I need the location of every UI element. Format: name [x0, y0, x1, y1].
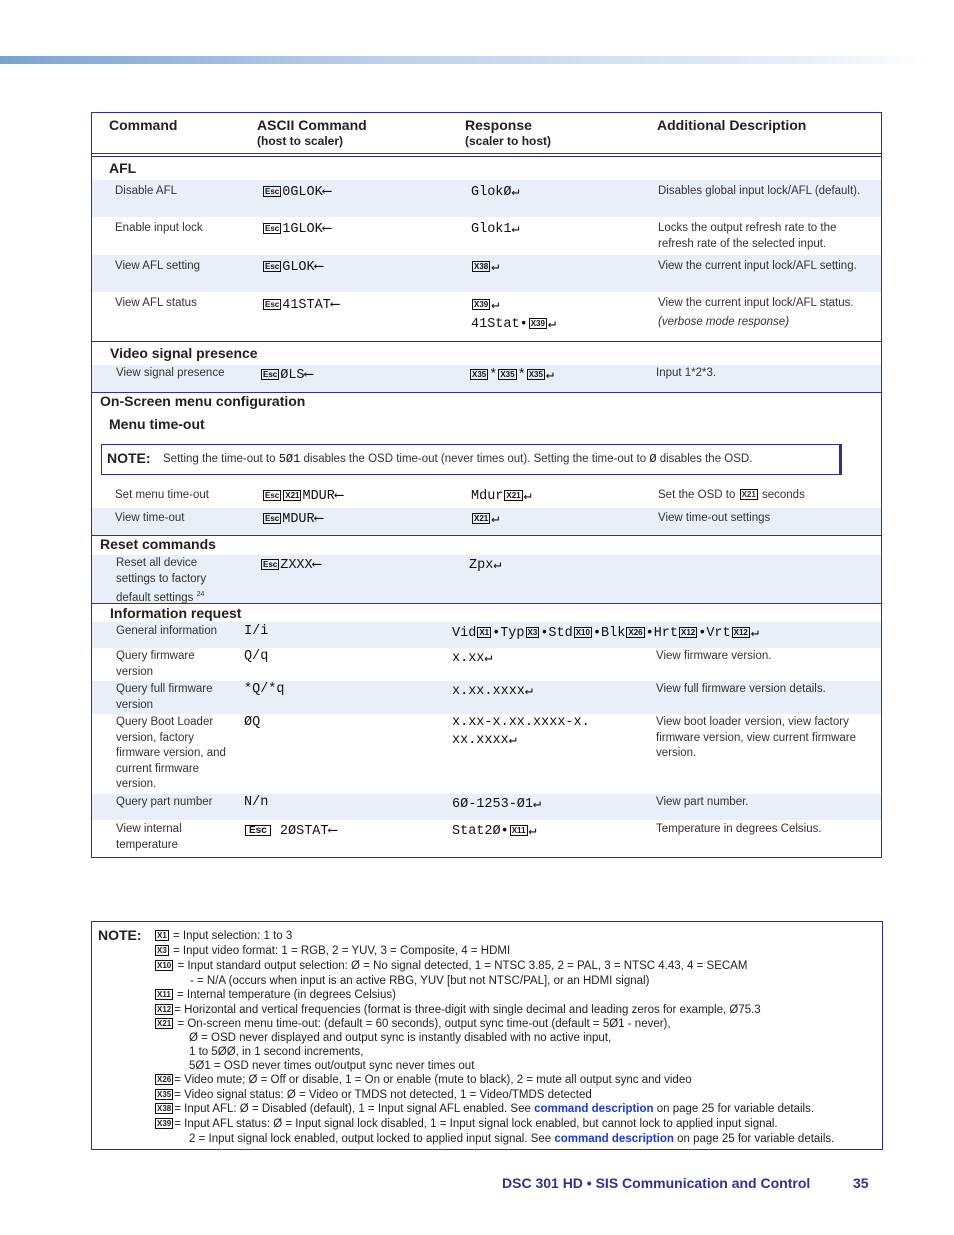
- afl-disable-command: Disable AFL: [115, 185, 178, 197]
- info-fullfw-response: x.xx.xxxx↵: [452, 684, 534, 699]
- note-x21-never: 5Ø1 = OSD never times out/output sync never times out: [189, 1060, 475, 1072]
- col-header-command: Command: [109, 117, 178, 133]
- header-divider: [91, 156, 882, 157]
- section-title-info: Information request: [110, 605, 242, 621]
- info-fw-ascii: Q/q: [244, 649, 269, 664]
- subsection-title-menu-timeout: Menu time-out: [109, 416, 205, 432]
- note-x10: X10 = Input standard output selection: Ø = No signal detected, 1 = NTSC 3.85, 2 = PAL, 3 = NTSC 4.43, 4 = SECAM: [157, 960, 748, 972]
- note-x38: X38 = Input AFL: Ø = Disabled (default), 1 = Input signal AFL enabled. See command description on page 25 for variable details.: [157, 1103, 815, 1115]
- command-description-link[interactable]: command description: [534, 1103, 654, 1115]
- osd-view-command: View time-out: [115, 512, 185, 524]
- note-text: Setting the time-out to 5Ø1 disables the OSD time-out (never times out). Setting the time-out to Ø disables the OSD.: [163, 452, 753, 466]
- col-header-response: Response: [465, 117, 532, 133]
- video-desc: Input 1*2*3.: [656, 367, 717, 379]
- col-subheader-ascii: (host to scaler): [257, 134, 344, 148]
- osd-view-desc: View time-out settings: [658, 512, 771, 524]
- osd-view-response: X21 ↵: [474, 512, 500, 527]
- afl-view-status-verbose-response: 41Stat• X39 ↵: [471, 317, 557, 332]
- info-boot-command: Query Boot Loader version, factory firmware version, and current firmware version.: [116, 716, 226, 790]
- info-temp-command: View internal temperature: [116, 823, 182, 851]
- afl-disable-desc: Disables global input lock/AFL (default).: [658, 185, 861, 197]
- section-divider: [91, 341, 882, 342]
- header-divider: [91, 153, 882, 154]
- note-x3: X3 = Input video format: 1 = RGB, 2 = YUV, 3 = Composite, 4 = HDMI: [157, 945, 511, 957]
- info-part-desc: View part number.: [656, 796, 749, 808]
- info-fw-response: x.xx↵: [452, 651, 493, 666]
- info-temp-response: Stat2Ø• X11 ↵: [452, 824, 537, 839]
- afl-enable-desc: Locks the output refresh rate to the refresh rate of the selected input.: [658, 222, 837, 250]
- note-x21-zero: Ø = OSD never displayed and output sync is instantly disabled with no active input,: [189, 1032, 612, 1044]
- info-temp-ascii: Esc 2ØSTAT⟵: [244, 822, 337, 839]
- footer-title: DSC 301 HD • SIS Communication and Control: [502, 1175, 811, 1191]
- osd-set-response: Mdur X21 ↵: [471, 489, 532, 504]
- note-x39: X39 = Input AFL status: Ø = Input signal lock disabled, 1 = Input signal lock enabled, but cannot lock to applied input signal.: [157, 1118, 778, 1130]
- page-number: 35: [853, 1175, 869, 1191]
- command-description-link[interactable]: command description: [554, 1133, 674, 1145]
- note-x12: X12 = Horizontal and vertical frequencies (format is three-digit with single decimal and leading zeros for example, Ø75.3: [157, 1004, 761, 1016]
- info-fw-desc: View firmware version.: [656, 650, 772, 662]
- header-gradient-bar: [0, 56, 930, 64]
- col-header-description: Additional Description: [657, 117, 807, 133]
- video-ascii: Esc ØLS⟵: [263, 368, 313, 383]
- note-x21-range: 1 to 5ØØ, in 1 second increments,: [189, 1046, 364, 1058]
- info-boot-ascii: ØQ: [244, 715, 261, 730]
- afl-view-status-desc: View the current input lock/AFL status.: [658, 297, 854, 309]
- info-fullfw-desc: View full firmware version details.: [656, 683, 826, 695]
- osd-set-desc: Set the OSD to X21 seconds: [658, 489, 805, 501]
- info-fullfw-ascii: *Q/*q: [244, 682, 285, 697]
- col-subheader-response: (scaler to host): [465, 134, 552, 148]
- note-x1: X1 = Input selection: 1 to 3: [157, 930, 293, 942]
- osd-set-command: Set menu time-out: [115, 489, 209, 501]
- note-x11: X11 = Internal temperature (in degrees Celsius): [157, 989, 396, 1001]
- info-boot-response: x.xx-x.xx.xxxx-x.: [452, 715, 590, 730]
- afl-view-setting-ascii: Esc GLOK⟵: [265, 260, 323, 275]
- afl-disable-ascii: Esc 0GLOK⟵: [265, 185, 331, 200]
- info-general-ascii: I/i: [244, 624, 269, 639]
- osd-view-ascii: Esc MDUR⟵: [265, 512, 323, 527]
- osd-set-ascii: Esc X21 MDUR⟵: [265, 489, 344, 504]
- reset-response: Zpx↵: [469, 558, 502, 573]
- info-part-ascii: N/n: [244, 795, 269, 810]
- afl-enable-ascii: Esc 1GLOK⟵: [265, 222, 331, 237]
- info-boot-desc: View boot loader version, view factory firmware version, view current firmware version.: [656, 716, 857, 759]
- afl-view-status-ascii: Esc 41STAT⟵: [265, 298, 339, 313]
- afl-view-setting-desc: View the current input lock/AFL setting.: [658, 260, 857, 272]
- col-header-ascii: ASCII Command: [257, 117, 367, 133]
- info-part-command: Query part number: [116, 796, 213, 808]
- afl-view-status-command: View AFL status: [115, 297, 197, 309]
- note-x39-cont: 2 = Input signal lock enabled, output locked to applied input signal. See command description on page 25 for variable details.: [189, 1133, 835, 1145]
- afl-disable-response: GlokØ↵: [471, 185, 520, 200]
- info-general-response: Vid X1 •Typ X3 •Std X10 •Blk X26 •Hrt X12 •Vrt X12 ↵: [452, 626, 760, 641]
- section-title-video: Video signal presence: [110, 345, 258, 361]
- info-fullfw-command: Query full firmware version: [116, 683, 213, 711]
- afl-view-status-desc-note: (verbose mode response): [658, 316, 790, 328]
- video-command: View signal presence: [116, 367, 225, 379]
- afl-view-status-response: X39 ↵: [474, 298, 500, 313]
- note-x35: X35 = Video signal status: Ø = Video or TMDS not detected, 1 = Video/TMDS detected: [157, 1089, 592, 1101]
- info-fw-command: Query firmware version: [116, 650, 195, 678]
- info-boot-response-cont: xx.xxxx↵: [452, 733, 517, 748]
- note-x26: X26 = Video mute; Ø = Off or disable, 1 = On or enable (mute to black), 2 = mute all output sync and video: [157, 1074, 692, 1086]
- note-x21: X21 = On-screen menu time-out: (default = 60 seconds), output sync time-out (default = 5Ø1 - never),: [157, 1018, 671, 1030]
- afl-view-setting-response: X38 ↵: [474, 260, 500, 275]
- info-temp-desc: Temperature in degrees Celsius.: [656, 823, 822, 835]
- section-title-osd: On-Screen menu configuration: [100, 393, 306, 409]
- info-part-response: 6Ø-1253-Ø1↵: [452, 797, 542, 812]
- section-title-afl: AFL: [109, 160, 137, 176]
- reset-ascii: Esc ZXXX⟵: [263, 558, 321, 573]
- section-title-reset: Reset commands: [100, 536, 216, 552]
- reset-command: Reset all device settings to factory default settings $^{24}$: [116, 557, 207, 604]
- info-general-command: General information: [116, 625, 217, 637]
- afl-enable-response: Glok1↵: [471, 222, 520, 237]
- video-response: X35 * X35 * X35 ↵: [472, 368, 555, 383]
- note-label: NOTE:: [107, 450, 151, 466]
- afl-enable-command: Enable input lock: [115, 222, 203, 234]
- afl-view-setting-command: View AFL setting: [115, 260, 201, 272]
- note-x10-cont: - = N/A (occurs when input is an active RBG, YUV [but not NTSC/PAL], or an HDMI signal): [190, 975, 650, 987]
- variable-notes-label: NOTE:: [98, 927, 142, 943]
